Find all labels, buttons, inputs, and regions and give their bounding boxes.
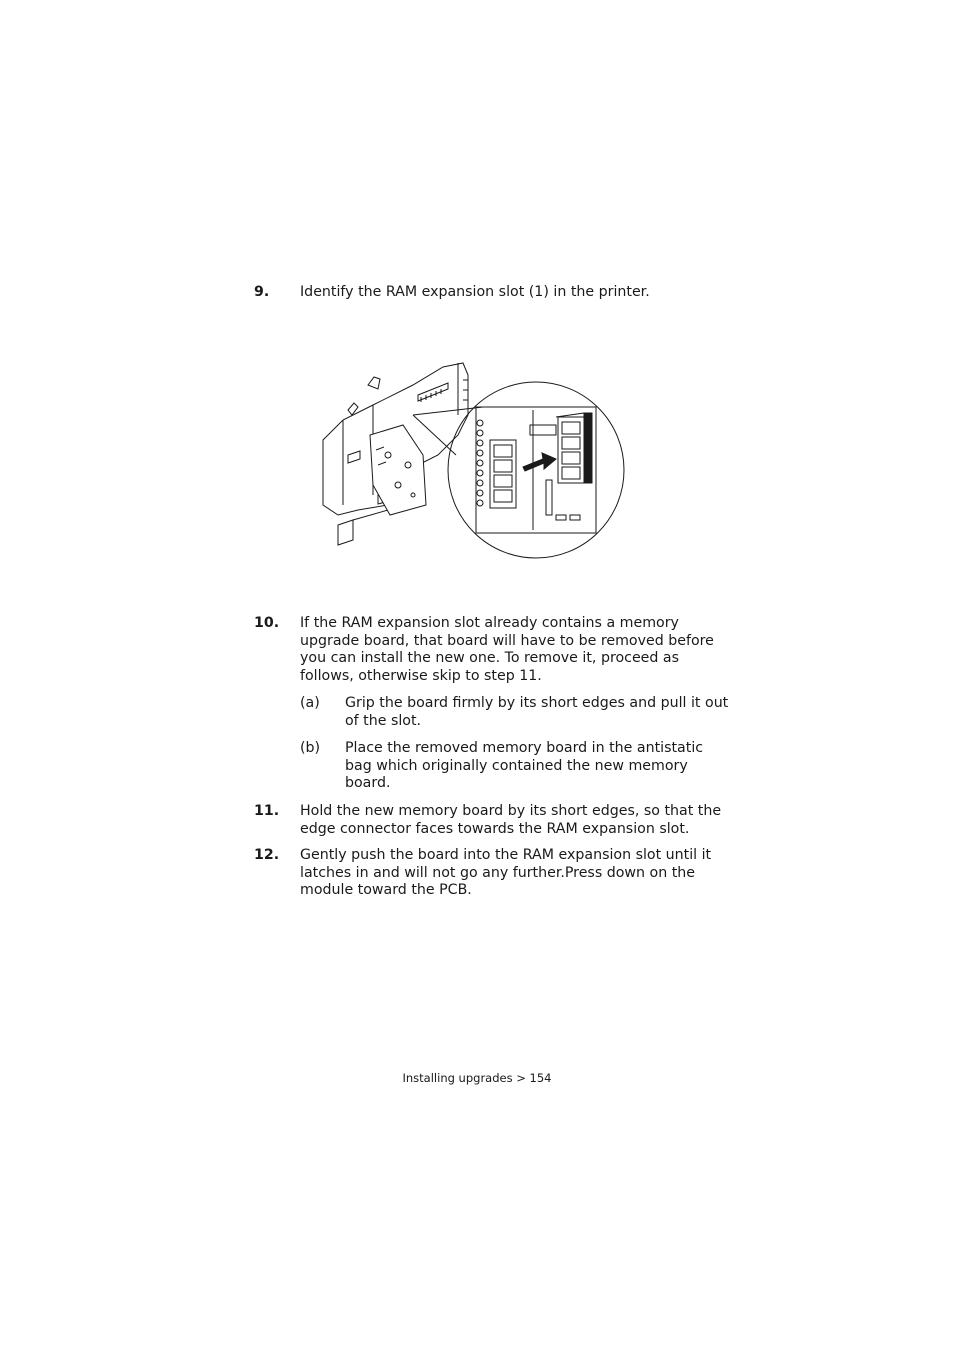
step-number: 12. <box>254 847 280 863</box>
substep-text: Place the removed memory board in the antistatic bag which originally contained the new memory board. <box>345 740 704 792</box>
step-12 <box>254 847 734 900</box>
substep-text: Grip the board firmly by its short edges and pull it out of the slot. <box>345 695 729 729</box>
step-text: Identify the RAM expansion slot (1) in the printer. <box>300 284 650 300</box>
step-number: 10. <box>254 615 280 631</box>
step-text: Gently push the board into the RAM expansion slot until it latches in and will not go any further.Press down on the module toward the PCB. <box>300 847 712 899</box>
ram-slot-illustration <box>318 355 628 565</box>
substep-label: (b) <box>300 740 321 756</box>
substep-b <box>300 740 730 793</box>
substep-label: (a) <box>300 695 320 711</box>
step-number: 11. <box>254 803 280 819</box>
step-text: Hold the new memory board by its short edges, so that the edge connector faces towards the RAM expansion slot. <box>300 803 722 837</box>
substep-a <box>300 695 730 730</box>
step-number: 9. <box>254 284 270 300</box>
insert-arrow-icon <box>523 453 556 471</box>
step-10 <box>254 615 734 685</box>
step-9 <box>254 284 734 302</box>
step-text: If the RAM expansion slot already contains a memory upgrade board, that board will have to be removed before you can install the new one. To remove it, proceed as follows, otherwise skip to step 11. <box>300 615 714 684</box>
step-11 <box>254 803 734 838</box>
page-footer: Installing upgrades > 154 <box>402 1071 552 1085</box>
